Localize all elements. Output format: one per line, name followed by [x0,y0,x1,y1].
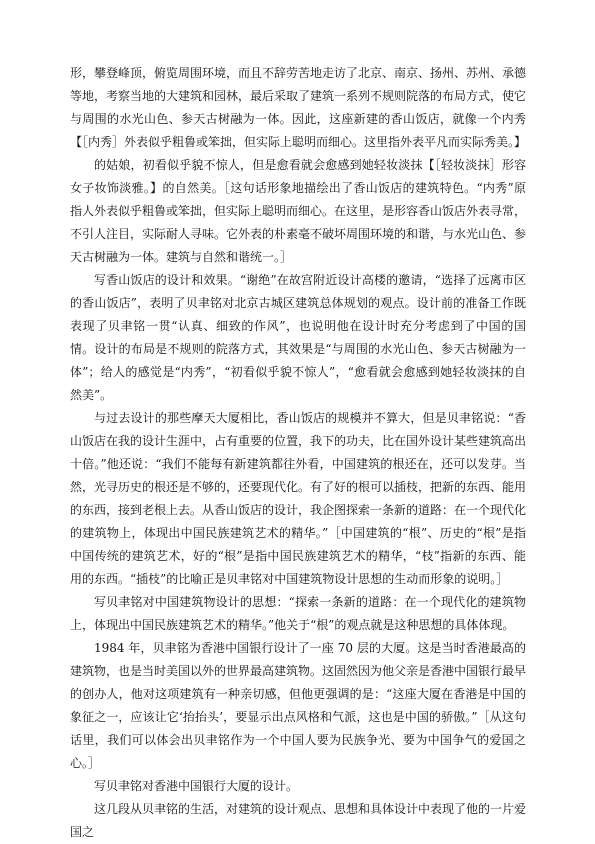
paragraph-7: 写贝聿铭对香港中国银行大厦的设计。 [94,779,299,793]
paragraph-3: 写香山饭店的设计和效果。“谢绝”在故宫附近设计高楼的邀请，“选择了远离市区的香山饭店”，表明了贝聿铭对北京古城区建筑总体规划的观点。设计前的准备工作既表现了贝聿铭一贯“认真、细致的作风”，也说明他在设计时充分考虑到了中国的国情。设计的布局是不规则的院落方式，其效果是“与周围的水光山色、参天古树融为一体”；给人的感觉是“内秀”，“初看似乎貌不惊人”，“愈看就会愈感到她轻妆淡抹的自然美”。 [70,273,526,402]
paragraph-8: 这几段从贝聿铭的生活，对建筑的设计观点、思想和具体设计中表现了他的一片爱国之 [70,802,527,839]
paragraph-1: 形，攀登峰顶，俯览周围环境，而且不辞劳苦地走访了北京、南京、扬州、苏州、承德等地，考察当地的大建筑和园林，最后采取了建筑一系列不规则院落的布局方式，使它与周围的水光山色、参天古树融为一体。因此，这座新建的香山饭店，就像一个内秀【［内秀］外表似乎粗鲁或笨拙，但实际上聪明而细心。这里指外表平凡而实际秀美。】 [70,66,527,149]
paragraph-2: 的姑娘，初看似乎貌不惊人，但是愈看就会愈感到她轻妆淡抹【［轻妆淡抹］形容女子妆饰淡雅。】的自然美。［这句话形象地描绘出了香山饭店的建筑特色。“内秀”原指人外表似乎粗鲁或笨拙，但实际上聪明而细心。在这里，是形容香山饭店外表寻常，不引人注目，实际耐人寻味。它外表的朴素毫不破坏周围环境的和谐，与水光山色、参天古树融为一体。建筑与自然和谐统一。］ [70,158,527,264]
paragraph-5: 写贝聿铭对中国建筑物设计的思想：“探索一条新的道路：在一个现代化的建筑物上，体现出中国民族建筑艺术的精华。”他关于“根”的观点就是这种思想的具体体现。 [70,595,526,632]
paragraph-6: 1984 年，贝聿铭为香港中国银行设计了一座 70 层的大厦。这是当时香港最高的建筑物，也是当时美国以外的世界最高建筑物。这固然因为他父亲是香港中国银行最早的创办人，他对这项建筑有一种亲切感，但他更强调的是：“这座大厦在香港是中国的象征之一，应该让它‘抬抬头’，要显示出点风格和气派，这也是中国的骄傲。”［从这句话里，我们可以体会出贝聿铭作为一个中国人要为民族争光、要为中国争气的爱国之心。］ [70,641,527,770]
document-page [70,62,526,844]
paragraph-4: 与过去设计的那些摩天大厦相比，香山饭店的规模并不算大，但是贝聿铭说：“香山饭店在我的设计生涯中，占有重要的位置，我下的功夫，比在国外设计某些建筑高出十倍。”他还说：“我们不能每有新建筑都往外看，中国建筑的根还在，还可以发芽。当然，光寻历史的根还是不够的，还要现代化。有了好的根可以插枝，把新的东西、能用的东西，接到老根上去。从香山饭店的设计，我企图探索一条新的道路：在一个现代化的建筑物上，体现出中国民族建筑艺术的精华。”［中国建筑的“根”、历史的“根”是指中国传统的建筑艺术，好的“根”是指中国民族建筑艺术的精华，“枝”指新的东西、能用的东西。“插枝”的比喻正是贝聿铭对中国建筑物设计思想的生动而形象的说明。］ [70,411,527,586]
